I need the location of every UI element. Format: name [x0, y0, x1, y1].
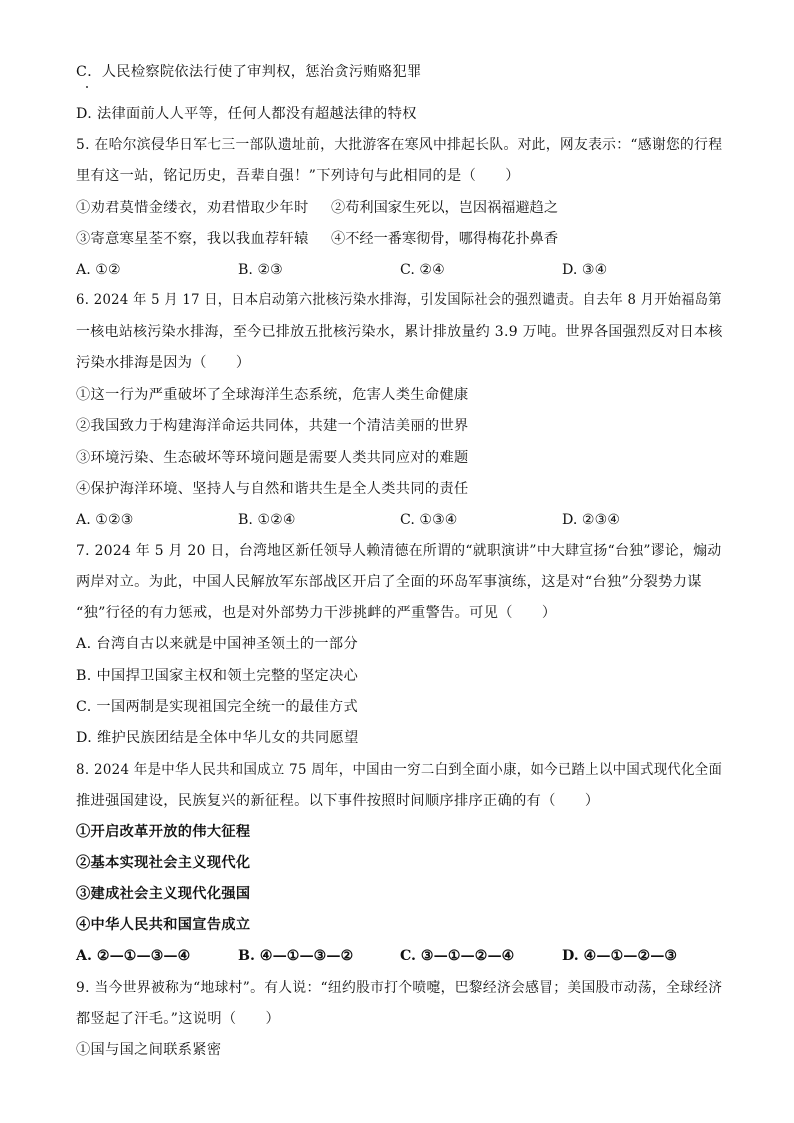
q5-stem-line1: 5. 在哈尔滨侵华日军七三一部队遗址前，大批游客在寒风中排起长队。对此，网友表示：“感谢您的行程: [76, 137, 723, 153]
q7-option-a: A. 台湾自古以来就是中国神圣领土的一部分: [76, 636, 358, 652]
q8-item-2: ②基本实现社会主义现代化: [76, 855, 251, 871]
q5-item-3: ③寄意寒星荃不察，我以我血荐轩辕: [76, 231, 309, 247]
q5-option-b: B. ②③: [238, 262, 283, 278]
q6-stem-line1: 6. 2024 年 5 月 17 日，日本启动第六批核污染水排海，引发国际社会的强烈谴责。自去年 8 月开始福岛第: [76, 292, 722, 308]
q5-item-4: ④不经一番寒彻骨，哪得梅花扑鼻香: [331, 231, 559, 247]
q6-item-4: ④保护海洋环境、坚持人与自然和谐共生是全人类共同的责任: [76, 481, 469, 497]
q6-stem-line2: 一核电站核污染水排海，至今已排放五批核污染水，累计排放量约 3.9 万吨。世界各国强烈反对日本核: [76, 324, 723, 340]
q8-item-4: ④中华人民共和国宣告成立: [76, 917, 251, 933]
q5-option-c: C. ②④: [400, 262, 445, 278]
q6-option-b: B. ①②④: [238, 512, 296, 528]
q4-option-c: C．人民检察院依法行使了审判权，惩治贪污贿赂犯罪: [76, 64, 422, 80]
q7-option-d: D. 维护民族团结是全体中华儿女的共同愿望: [76, 730, 359, 746]
q8-stem-line2: 推进强国建设，民族复兴的新征程。以下事件按照时间顺序排序正确的有（ ）: [76, 793, 600, 809]
q8-stem-line1: 8. 2024 年是中华人民共和国成立 75 周年，中国由一穷二白到全面小康，如今已踏上以中国式现代化全面: [76, 762, 723, 778]
q6-stem-line3: 污染水排海是因为（ ）: [76, 355, 251, 371]
q7-stem-line2: 两岸对立。为此，中国人民解放军东部战区开启了全面的环岛军事演练，这是对“台独”分裂势力谋: [76, 574, 702, 590]
q7-option-c: C. 一国两制是实现祖国完全统一的最佳方式: [76, 699, 359, 715]
q7-option-b: B. 中国捍卫国家主权和领土完整的坚定决心: [76, 668, 359, 684]
q9-stem-line1: 9. 当今世界被称为“地球村”。有人说：“纽约股市打个喷嚏，巴黎经济会感冒；美国股市动荡，全球经济: [76, 980, 723, 996]
q5-item-2: ②苟利国家生死以，岂因祸福避趋之: [331, 200, 559, 216]
q5-option-d: D. ③④: [562, 262, 608, 278]
q6-option-d: D. ②③④: [562, 512, 621, 528]
q7-stem-line3: “独”行径的有力惩戒，也是对外部势力干涉挑衅的严重警告。可见（ ）: [76, 605, 557, 621]
q7-stem-line1: 7. 2024 年 5 月 20 日，台湾地区新任领导人赖清德在所谓的“就职演讲”中大肆宣扬“台独”谬论，煽动: [76, 543, 722, 559]
q8-option-b: B. ④—①—③—②: [238, 948, 354, 964]
q8-item-3: ③建成社会主义现代化强国: [76, 886, 251, 902]
q9-item-1: ①国与国之间联系紧密: [76, 1042, 222, 1058]
q8-item-1: ①开启改革开放的伟大征程: [76, 824, 251, 840]
q5-item-1: ①劝君莫惜金缕衣，劝君惜取少年时: [76, 200, 309, 216]
q6-option-a: A. ①②③: [76, 512, 134, 528]
q8-option-d: D. ④—①—②—③: [562, 948, 678, 964]
stray-dot: [86, 86, 88, 88]
q4-option-d: D. 法律面前人人平等，任何人都没有超越法律的特权: [76, 106, 417, 122]
q5-option-a: A. ①②: [76, 262, 121, 278]
q8-option-c: C. ③—①—②—④: [400, 948, 515, 964]
q6-option-c: C. ①③④: [400, 512, 458, 528]
q6-item-3: ③环境污染、生态破坏等环境问题是需要人类共同应对的难题: [76, 450, 469, 466]
q5-stem-line2: 里有这一站，铭记历史，吾辈自强！”下列诗句与此相同的是（ ）: [76, 168, 520, 184]
q8-option-a: A. ②—①—③—④: [76, 948, 191, 964]
q6-item-1: ①这一行为严重破坏了全球海洋生态系统，危害人类生命健康: [76, 387, 469, 403]
q6-item-2: ②我国致力于构建海洋命运共同体，共建一个清洁美丽的世界: [76, 418, 469, 434]
q9-stem-line2: 都竖起了汗毛。”这说明（ ）: [76, 1011, 281, 1027]
